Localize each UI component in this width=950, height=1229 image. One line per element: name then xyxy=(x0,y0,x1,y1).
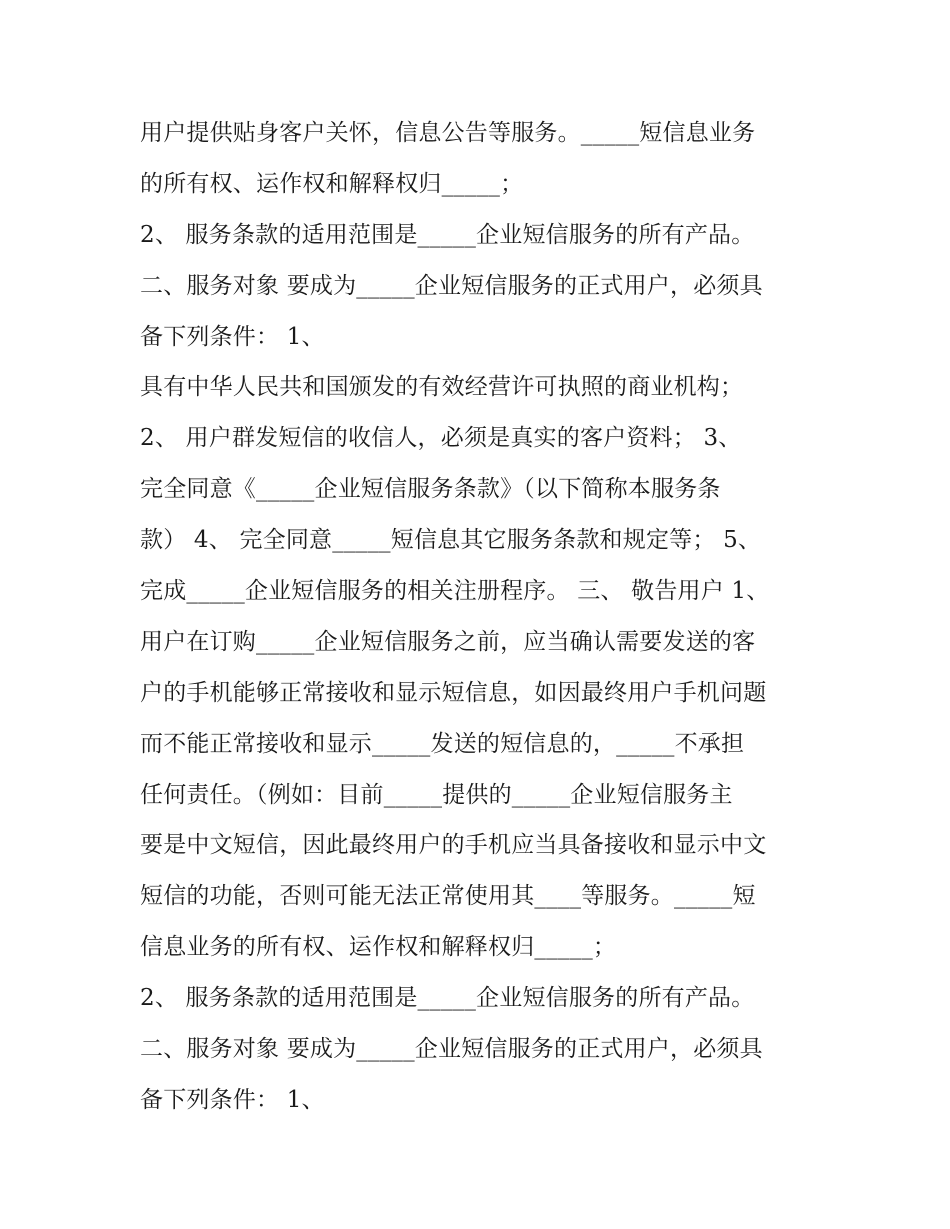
text-line: 二、服务对象 要成为_____企业短信服务的正式用户，必须具 xyxy=(140,1036,763,1063)
document-body xyxy=(140,108,840,1126)
text-line: 户的手机能够正常接收和显示短信息，如因最终用户手机问题 xyxy=(140,679,767,706)
text-line: 要是中文短信，因此最终用户的手机应当具备接收和显示中文 xyxy=(140,832,767,859)
text-line: 任何责任。（例如：目前_____提供的_____企业短信服务主 xyxy=(140,781,733,808)
text-line: 备下列条件： 1、 xyxy=(140,1086,325,1113)
text-line: 备下列条件： 1、 xyxy=(140,323,325,350)
text-line: 短信的功能，否则可能无法正常使用其____等服务。_____短 xyxy=(140,883,756,910)
text-line: 信息业务的所有权、运作权和解释权归_____； xyxy=(140,934,617,961)
text-line: 二、服务对象 要成为_____企业短信服务的正式用户，必须具 xyxy=(140,272,763,299)
text-line: 而不能正常接收和显示_____发送的短信息的，_____不承担 xyxy=(140,730,745,757)
text-line: 款） 4、 完全同意_____短信息其它服务条款和规定等； 5、 xyxy=(140,527,762,554)
text-line: 2、 服务条款的适用范围是_____企业短信服务的所有产品。 xyxy=(140,221,755,248)
text-line: 2、 用户群发短信的收信人，必须是真实的客户资料； 3、 xyxy=(140,425,742,452)
text-line: 用户在订购_____企业短信服务之前，应当确认需要发送的客 xyxy=(140,628,756,655)
text-line: 的所有权、运作权和解释权归_____； xyxy=(140,170,524,197)
text-line: 用户提供贴身客户关怀，信息公告等服务。_____短信息业务 xyxy=(140,120,756,146)
text-line: 具有中华人民共和国颁发的有效经营许可执照的商业机构； xyxy=(140,374,744,401)
text-line: 完成_____企业短信服务的相关注册程序。 三、 敬告用户 1、 xyxy=(140,578,770,605)
text-line: 2、 服务条款的适用范围是_____企业短信服务的所有产品。 xyxy=(140,985,755,1012)
text-line: 完全同意《_____企业短信服务条款》（以下简称本服务条 xyxy=(140,476,721,503)
